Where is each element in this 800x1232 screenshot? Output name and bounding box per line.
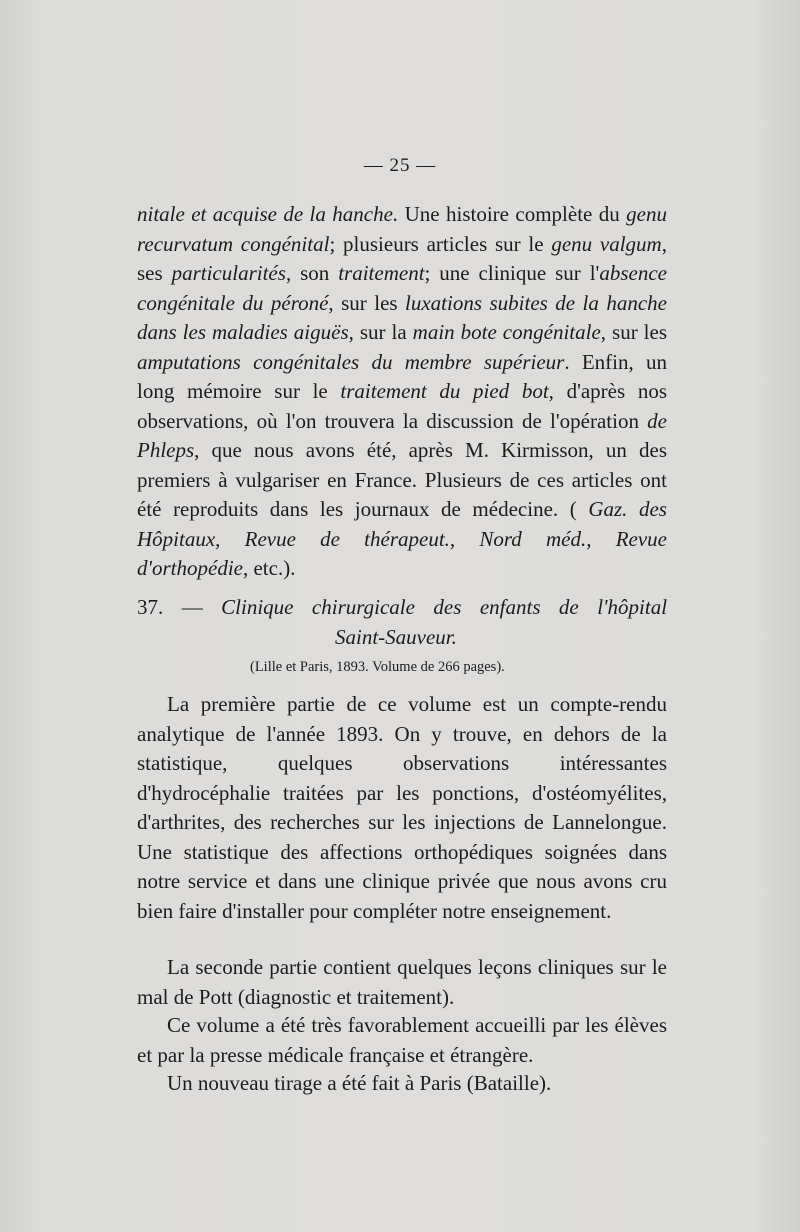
page-number: — 25 — — [363, 155, 437, 176]
bibliography-entry-37 — [137, 593, 667, 652]
text-segment: , ses — [137, 231, 667, 285]
italic-title-segment: amputations congénitales du membre supérieur — [137, 349, 565, 374]
text-segment: , sur la — [348, 320, 413, 344]
text-segment: Une histoire complète du — [398, 202, 627, 226]
italic-title-segment: absence congénitale du péroné — [137, 261, 667, 315]
text-segment: . Enfin, un long mémoire sur le — [137, 349, 667, 403]
italic-title-segment: particularités — [171, 261, 286, 285]
text-segment: , que nous avons été, après M. Kirmisson, un des premiers à vulgariser en France. Plusieurs de ces articles ont été reproduits dans les journaux de médecine. ( — [137, 438, 667, 521]
italic-title-segment: nitale et acquise de la hanche. — [137, 202, 399, 226]
italic-title-segment: traitement — [338, 261, 425, 285]
text-segment: , sur les — [328, 290, 406, 315]
entry-number: 37. — [137, 595, 164, 619]
paragraph-reception: Ce volume a été très favorablement accueilli par les élèves et par la presse médicale française et étrangère. — [137, 1013, 667, 1067]
italic-title-segment: genu valgum — [551, 231, 662, 256]
italic-title-segment: traitement du pied bot — [340, 379, 549, 403]
paragraph-second-part: La seconde partie contient quelques leçons cliniques sur le mal de Pott (diagnostic et traitement). — [137, 955, 667, 1009]
text-segment: , son — [285, 261, 339, 285]
text-segment: ; plusieurs articles sur le — [329, 231, 552, 256]
paragraph-previous-works — [137, 200, 667, 584]
italic-title-segment: genu recurvatum congénital — [137, 202, 667, 256]
text-segment: , d'après nos observations, où l'on trouvera la discussion de l'opération — [137, 379, 667, 433]
entry-title-text: Clinique chirurgicale des enfants de l'hôpital — [221, 595, 668, 619]
text-segment: ; une clinique sur l' — [424, 261, 600, 285]
entry-dash: — — [181, 595, 203, 619]
italic-title-segment: main bote congénitale — [412, 320, 601, 344]
italic-title-segment: Gaz. des Hôpitaux, Revue de thérapeut., Nord méd., Revue d'orthopédie — [137, 497, 667, 580]
paragraph-first-part: La première partie de ce volume est un compte-rendu analytique de l'année 1893. On y trouve, en dehors de la statistique, quelques observations intéressantes d'hydrocéphalie traitées par les ponctions, d'ostéomyélites, d'arthrites, des recherches sur les injections de Lannelongue. Une statistique des affections orthopédiques soignées dans notre service et dans une clinique privée que nous avons cru bien faire d'installer pour compléter notre enseignement. — [137, 692, 667, 923]
paragraph-reprint: Un nouveau tirage a été fait à Paris (Bataille). — [167, 1071, 552, 1095]
italic-title-segment: de Phleps — [137, 408, 667, 462]
text-segment: , etc.). — [242, 556, 296, 580]
entry-title-line2: Saint-Sauveur. — [335, 624, 457, 649]
entry-title-line1 — [137, 593, 667, 623]
publication-details: (Lille et Paris, 1893. Volume de 266 pages). — [250, 659, 505, 675]
italic-title-segment: luxations subites de la hanche dans les maladies aiguës — [137, 290, 667, 344]
text-segment: , sur les — [600, 320, 668, 344]
